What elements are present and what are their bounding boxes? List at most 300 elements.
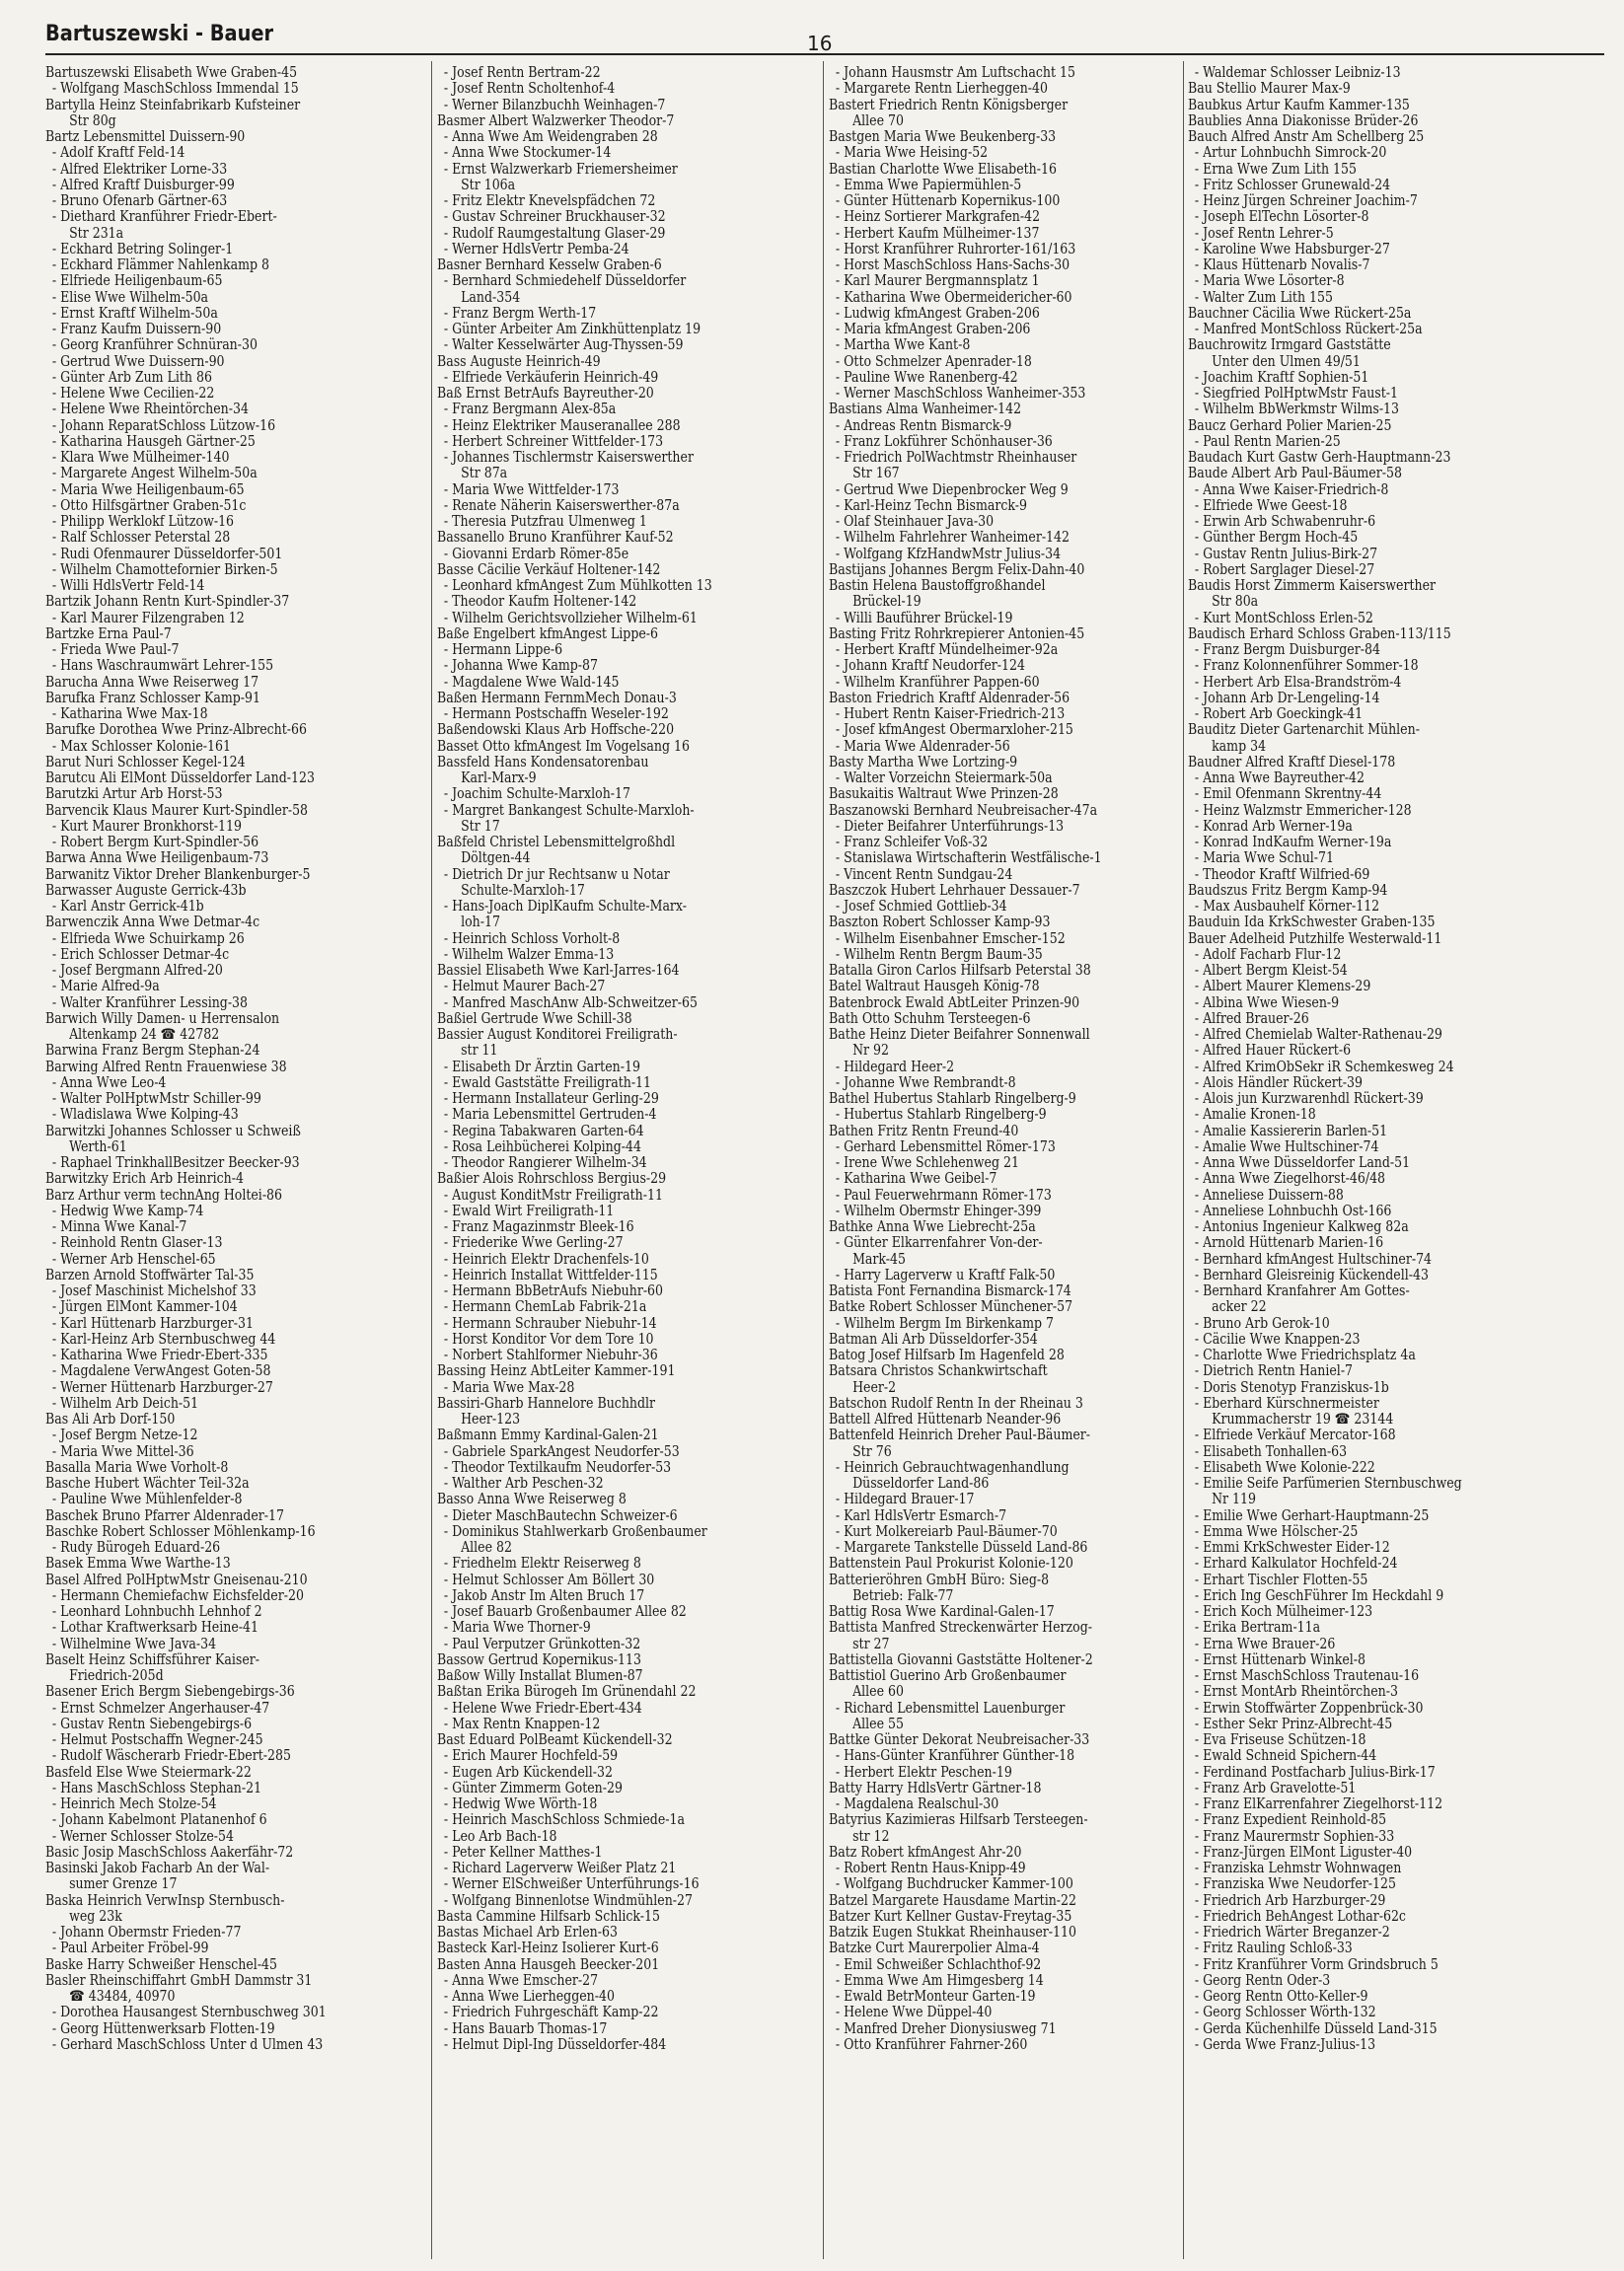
directory-entry: - Erich Schlosser Detmar-4c	[51, 945, 230, 963]
directory-entry: Batzke Curt Maurerpolier Alma-4	[829, 1940, 1040, 1957]
directory-entry: - Anna Wwe Lierheggen-40	[443, 1988, 615, 2005]
directory-entry: - Theodor Kaufm Holtener-142	[443, 593, 637, 611]
directory-entry: - Gerhard Lebensmittel Römer-173	[835, 1137, 1056, 1155]
directory-entry: Batman Ali Arb Düsseldorfer-354	[829, 1330, 1038, 1348]
directory-entry: - Otto Kranführer Fahrner-260	[835, 2035, 1028, 2053]
directory-entry: - Giovanni Erdarb Römer-85e	[443, 545, 629, 562]
directory-entry: Basta Cammine Hilfsarb Schlick-15	[437, 1907, 660, 1925]
directory-entry: - Peter Kellner Matthes-1	[443, 1843, 603, 1861]
directory-entry: Baubkus Artur Kaufm Kammer-135	[1188, 96, 1410, 113]
directory-entry: - Karl-Heinz Techn Bismarck-9	[835, 496, 1028, 514]
directory-entry: - Max Schlosser Kolonie-161	[51, 737, 231, 755]
directory-entry: - Wilhelm Walzer Emma-13	[443, 945, 615, 963]
directory-entry: Bastin Helena Baustoffgroßhandel	[829, 577, 1046, 594]
directory-entry: - Heinrich Elektr Drachenfels-10	[443, 1250, 649, 1268]
directory-entry: Baßfeld Christel Lebensmittelgroßhdl	[437, 834, 676, 850]
directory-entry: Basukaitis Waltraut Wwe Prinzen-28	[829, 785, 1059, 803]
directory-entry: - Antonius Ingenieur Kalkweg 82a	[1194, 1218, 1409, 1235]
column-1	[45, 65, 440, 2259]
directory-entry: Bath Otto Schuhm Tersteegen-6	[829, 1009, 1031, 1027]
directory-entry: Barutzki Artur Arb Horst-53	[45, 785, 223, 803]
directory-entry: - Anna Wwe Düsseldorfer Land-51	[1194, 1154, 1411, 1171]
directory-entry: - Franz Arb Gravelotte-51	[1194, 1779, 1357, 1796]
directory-entry: - Erhard Kalkulator Hochfeld-24	[1194, 1555, 1398, 1573]
directory-entry: - Helmut Postschaffn Wegner-245	[51, 1731, 263, 1748]
directory-entry: - Maria Wwe Heising-52	[835, 144, 989, 162]
column-4	[1188, 65, 1583, 2259]
directory-entry: - Franz Bergmann Alex-85a	[443, 401, 617, 418]
directory-entry: Basset Otto kfmAngest Im Vogelsang 16	[437, 737, 690, 755]
directory-entry: - Arnold Hüttenarb Marien-16	[1194, 1234, 1384, 1252]
directory-entry: Baßow Willy Installat Blumen-87	[437, 1667, 643, 1684]
directory-entry: - Gabriele SparkAngest Neudorfer-53	[443, 1442, 680, 1460]
directory-entry: Basten Anna Hausgeh Beecker-201	[437, 1955, 660, 1973]
directory-entry: - Kurt MontSchloss Erlen-52	[1194, 609, 1373, 626]
directory-entry: - Karl-Heinz Arb Sternbuschweg 44	[51, 1330, 276, 1348]
directory-entry: Barz Arthur verm technAng Holtei-86	[45, 1186, 283, 1204]
directory-entry: - Maria Wwe Aldenrader-56	[835, 737, 1010, 755]
directory-entry: - Gustav Rentn Julius-Birk-27	[1194, 545, 1378, 562]
directory-entry: - Theodor Textilkaufm Neudorfer-53	[443, 1458, 672, 1476]
directory-entry: - Johanne Wwe Rembrandt-8	[835, 1073, 1016, 1091]
directory-entry: - Günther Bergm Hoch-45	[1194, 529, 1359, 547]
column-divider	[823, 61, 824, 2259]
directory-entry: - Heinz Sortierer Markgrafen-42	[835, 208, 1041, 226]
directory-entry: loh-17	[461, 914, 500, 931]
directory-entry: - Hermann Installateur Gerling-29	[443, 1090, 659, 1107]
directory-entry: - Heinz Elektriker Mauseranallee 288	[443, 416, 681, 434]
directory-entry: - Alfred KrimObSekr iR Schemkesweg 24	[1194, 1058, 1454, 1075]
directory-entry: Bartzke Erna Paul-7	[45, 624, 172, 642]
directory-entry: Baska Heinrich VerwInsp Sternbusch-	[45, 1891, 285, 1909]
directory-entry: - Maria kfmAngest Graben-206	[835, 321, 1031, 337]
directory-entry: Bathen Fritz Rentn Freund-40	[829, 1122, 1019, 1139]
directory-entry: - Franz Bergm Werth-17	[443, 304, 597, 322]
directory-entry: - Emilie Seife Parfümerien Sternbuschweg	[1194, 1475, 1462, 1492]
directory-entry: - Bernhard Schmiedehelf Düsseldorfer	[443, 272, 687, 290]
directory-entry: - Margarete Tankstelle Düsseld Land-86	[835, 1539, 1088, 1556]
directory-entry: - Maria Wwe Mittel-36	[51, 1442, 194, 1460]
directory-entry: Düsseldorfer Land-86	[852, 1475, 990, 1492]
directory-entry: Barucha Anna Wwe Reiserweg 17	[45, 673, 259, 691]
directory-entry: Land-354	[461, 288, 521, 306]
directory-entry: - Franz Maurermstr Sophien-33	[1194, 1827, 1395, 1845]
directory-entry: - Joseph ElTechn Lösorter-8	[1194, 208, 1369, 226]
directory-entry: - Margarete Angest Wilhelm-50a	[51, 465, 258, 482]
directory-entry: - Anneliese Lohnbuchh Ost-166	[1194, 1202, 1392, 1219]
directory-entry: Barwanitz Viktor Dreher Blankenburger-5	[45, 865, 311, 883]
directory-entry: - Elfrieda Wwe Schuirkamp 26	[51, 929, 245, 947]
directory-entry: - Wilhelm Arb Deich-51	[51, 1394, 199, 1412]
header-rule	[45, 53, 1604, 55]
directory-entry: - Erika Bertram-11a	[1194, 1619, 1321, 1637]
directory-entry: Bastas Michael Arb Erlen-63	[437, 1924, 618, 1941]
directory-entry: Baublies Anna Diakonisse Brüder-26	[1188, 111, 1419, 129]
directory-entry: - Friedrich Fuhrgeschäft Kamp-22	[443, 2004, 659, 2021]
directory-entry: - Georg Kranführer Schnüran-30	[51, 336, 258, 354]
directory-entry: Str 87a	[461, 465, 508, 482]
directory-entry: Bau Stellio Maurer Max-9	[1188, 80, 1351, 98]
directory-entry: str 12	[852, 1827, 890, 1845]
directory-entry: - Franz-Jürgen ElMont Liguster-40	[1194, 1843, 1413, 1861]
directory-entry: - Margarete Rentn Lierheggen-40	[835, 80, 1049, 98]
directory-entry: Baszton Robert Schlosser Kamp-93	[829, 914, 1051, 931]
directory-entry: - Friedhelm Elektr Reiserweg 8	[443, 1555, 641, 1573]
directory-entry: - Waldemar Schlosser Leibniz-13	[1194, 65, 1401, 81]
directory-entry: - Martha Wwe Kant-8	[835, 336, 971, 354]
directory-entry: Bauer Adelheid Putzhilfe Westerwald-11	[1188, 929, 1442, 947]
directory-entry: Unter den Ulmen 49/51	[1212, 352, 1361, 370]
directory-entry: - Ralf Schlosser Peterstal 28	[51, 529, 231, 547]
directory-entry: Baßmann Emmy Kardinal-Galen-21	[437, 1427, 659, 1444]
directory-entry: - Herbert Kaufm Mülheimer-137	[835, 224, 1040, 242]
directory-entry: - Manfred Dreher Dionysiusweg 71	[835, 2019, 1057, 2037]
directory-entry: Battke Günter Dekorat Neubreisacher-33	[829, 1731, 1090, 1748]
directory-entry: - Josef Bauarb Großenbaumer Allee 82	[443, 1603, 687, 1620]
directory-entry: - Hermann BbBetrAufs Niebuhr-60	[443, 1282, 664, 1299]
directory-entry: Schulte-Marxloh-17	[461, 881, 585, 899]
directory-entry: - Erna Wwe Brauer-26	[1194, 1635, 1336, 1652]
directory-entry: Werth-61	[69, 1137, 127, 1155]
column-2	[437, 65, 832, 2259]
directory-entry: - Dominikus Stahlwerkarb Großenbaumer	[443, 1522, 707, 1540]
directory-entry: - Minna Wwe Kanal-7	[51, 1218, 187, 1235]
directory-entry: Bassiri-Gharb Hannelore Buchhdlr	[437, 1394, 656, 1412]
directory-entry: - Josef kfmAngest Obermarxloher-215	[835, 721, 1073, 739]
directory-entry: - Josef Schmied Gottlieb-34	[835, 898, 1007, 915]
directory-entry: - Fritz Schlosser Grunewald-24	[1194, 176, 1391, 193]
directory-entry: - Maria Wwe Max-28	[443, 1378, 575, 1396]
directory-entry: - Theresia Putzfrau Ulmenweg 1	[443, 513, 647, 530]
directory-entry: - Hermann Postschaffn Weseler-192	[443, 705, 669, 722]
directory-entry: Bathel Hubertus Stahlarb Ringelberg-9	[829, 1090, 1076, 1107]
directory-entry: - Wilhelm Chamottefornier Birken-5	[51, 560, 278, 578]
directory-entry: Basler Rheinschiffahrt GmbH Dammstr 31	[45, 1971, 313, 1989]
directory-entry: - Ewald Wirt Freiligrath-11	[443, 1202, 615, 1219]
directory-entry: Baske Harry Schweißer Henschel-45	[45, 1955, 278, 1973]
directory-entry: - Jakob Anstr Im Alten Bruch 17	[443, 1586, 645, 1604]
directory-entry: - Ernst Walzwerkarb Friemersheimer	[443, 160, 678, 178]
directory-entry: Battell Alfred Hüttenarb Neander-96	[829, 1411, 1062, 1428]
directory-entry: - Walter Zum Lith 155	[1194, 288, 1333, 306]
directory-entry: - Katharina Wwe Geibel-7	[835, 1170, 997, 1188]
directory-entry: Battenfeld Heinrich Dreher Paul-Bäumer-	[829, 1427, 1091, 1444]
directory-entry: - Albert Bergm Kleist-54	[1194, 962, 1348, 979]
directory-entry: Bassing Heinz AbtLeiter Kammer-191	[437, 1362, 676, 1380]
directory-entry: - Georg Rentn Otto-Keller-9	[1194, 1988, 1368, 2005]
directory-entry: - Hermann ChemLab Fabrik-21a	[443, 1298, 647, 1316]
directory-entry: Batzer Kurt Kellner Gustav-Freytag-35	[829, 1907, 1072, 1925]
directory-entry: - Franz Magazinmstr Bleek-16	[443, 1218, 634, 1235]
directory-entry: Basalla Maria Wwe Vorholt-8	[45, 1458, 229, 1476]
directory-entry: - Cäcilie Wwe Knappen-23	[1194, 1330, 1361, 1348]
directory-entry: - Katharina Wwe Friedr-Ebert-335	[51, 1347, 268, 1363]
directory-entry: - Georg Rentn Oder-3	[1194, 1971, 1331, 1989]
directory-entry: Bauduin Ida KrkSchwester Graben-135	[1188, 914, 1436, 931]
directory-entry: - Ewald Gaststätte Freiligrath-11	[443, 1073, 652, 1091]
directory-entry: - Ernst Kraftf Wilhelm-50a	[51, 304, 218, 322]
directory-entry: - Max Rentn Knappen-12	[443, 1715, 601, 1732]
directory-entry: - Franz Kolonnenführer Sommer-18	[1194, 657, 1419, 675]
directory-entry: Barwenczik Anna Wwe Detmar-4c	[45, 914, 260, 931]
directory-entry: - Fritz Kranführer Vorm Grindsbruch 5	[1194, 1955, 1439, 1973]
directory-entry: Bauchner Cäcilia Wwe Rückert-25a	[1188, 304, 1412, 322]
directory-entry: kamp 34	[1212, 737, 1267, 755]
directory-entry: - Paul Verputzer Grünkotten-32	[443, 1635, 641, 1652]
directory-entry: - Paul Feuerwehrmann Römer-173	[835, 1186, 1052, 1204]
directory-entry: - Walter Kranführer Lessing-38	[51, 993, 249, 1011]
directory-entry: Barwasser Auguste Gerrick-43b	[45, 881, 247, 899]
directory-entry: - Otto Hilfsgärtner Graben-51c	[51, 496, 247, 514]
directory-entry: - Heinz Jürgen Schreiner Joachim-7	[1194, 192, 1418, 209]
directory-entry: - Wilhelmine Wwe Java-34	[51, 1635, 217, 1652]
directory-entry: - Elisabeth Wwe Kolonie-222	[1194, 1458, 1375, 1476]
directory-entry: - Joachim Schulte-Marxloh-17	[443, 785, 630, 803]
directory-entry: Str 231a	[69, 224, 124, 242]
directory-entry: - Josef Rentn Scholtenhof-4	[443, 80, 616, 98]
directory-entry: - Maria Wwe Wittfelder-173	[443, 480, 620, 498]
column-divider	[431, 61, 432, 2259]
directory-entry: - Wilhelm Kranführer Pappen-60	[835, 673, 1040, 691]
directory-entry: - Kurt Molkereiarb Paul-Bäumer-70	[835, 1522, 1058, 1540]
directory-entry: Basel Alfred PolHptwMstr Gneisenau-210	[45, 1571, 308, 1588]
directory-entry: - Johann Kraftf Neudorfer-124	[835, 657, 1025, 675]
directory-entry: Bauch Alfred Anstr Am Schellberg 25	[1188, 128, 1425, 145]
directory-entry: - Friedrich Wärter Breganzer-2	[1194, 1924, 1390, 1941]
directory-entry: - Karl HdlsVertr Esmarch-7	[835, 1506, 1007, 1524]
directory-entry: Bassfeld Hans Kondensatorenbau	[437, 753, 649, 770]
directory-entry: Bassier August Konditorei Freiligrath-	[437, 1026, 678, 1043]
directory-entry: Karl-Marx-9	[461, 769, 537, 786]
directory-entry: Baschke Robert Schlosser Möhlenkamp-16	[45, 1522, 316, 1540]
directory-entry: - Maria Wwe Schul-71	[1194, 849, 1335, 867]
directory-entry: - Josef Bergm Netze-12	[51, 1427, 198, 1444]
directory-entry: - Emil Ofenmann Skrentny-44	[1194, 785, 1382, 803]
directory-entry: weg 23k	[69, 1907, 122, 1925]
directory-entry: - Fritz Rauling Schloß-33	[1194, 1940, 1353, 1957]
directory-entry: - Helmut Dipl-Ing Düsseldorfer-484	[443, 2035, 667, 2053]
directory-entry: - Hans Waschraumwärt Lehrer-155	[51, 657, 274, 675]
directory-entry: - Max Ausbauhelf Körner-112	[1194, 898, 1380, 915]
directory-entry: - Franz ElKarrenfahrer Ziegelhorst-112	[1194, 1795, 1443, 1812]
directory-entry: Batty Harry HdlsVertr Gärtner-18	[829, 1779, 1042, 1796]
directory-entry: - Werner HdlsVertr Pemba-24	[443, 240, 629, 257]
directory-entry: - Johann ReparatSchloss Lützow-16	[51, 416, 276, 434]
directory-entry: - Erhart Tischler Flotten-55	[1194, 1571, 1368, 1588]
directory-entry: Baudisch Erhard Schloss Graben-113/115	[1188, 624, 1451, 642]
directory-entry: - Magdalena Realschul-30	[835, 1795, 999, 1812]
directory-entry: - Günter Arbeiter Am Zinkhüttenplatz 19	[443, 321, 701, 337]
directory-entry: - Walther Arb Peschen-32	[443, 1475, 604, 1492]
directory-entry: - Pauline Wwe Ranenberg-42	[835, 368, 1018, 386]
directory-entry: Barutcu Ali ElMont Düsseldorfer Land-123	[45, 769, 315, 786]
directory-entry: Bastians Alma Wanheimer-142	[829, 401, 1022, 418]
directory-entry: Basek Emma Wwe Warthe-13	[45, 1555, 231, 1573]
directory-entry: Str 17	[461, 817, 500, 835]
directory-entry: - Amalie Kronen-18	[1194, 1106, 1316, 1124]
directory-entry: Basting Fritz Rohrkrepierer Antonien-45	[829, 624, 1085, 642]
directory-entry: - Helene Wwe Rheintörchen-34	[51, 401, 249, 418]
directory-entry: - Günter Elkarrenfahrer Von-der-	[835, 1234, 1043, 1252]
directory-entry: - Franziska Lehmstr Wohnwagen	[1194, 1860, 1402, 1876]
directory-entry: - Maria Lebensmittel Gertruden-4	[443, 1106, 657, 1124]
directory-entry: - Horst Konditor Vor dem Tore 10	[443, 1330, 654, 1348]
directory-entry: - Dorothea Hausangest Sternbuschweg 301	[51, 2004, 327, 2021]
directory-entry: - Fritz Elektr Knevelspfädchen 72	[443, 192, 656, 209]
directory-entry: Basmer Albert Walzwerker Theodor-7	[437, 111, 675, 129]
directory-entry: - Magdalene VerwAngest Goten-58	[51, 1362, 271, 1380]
directory-entry: Basener Erich Bergm Siebengebirgs-36	[45, 1683, 295, 1701]
directory-entry: Baßen Hermann FernmMech Donau-3	[437, 689, 677, 706]
directory-entry: - Emma Wwe Papiermühlen-5	[835, 176, 1022, 193]
directory-entry: - Friedrich PolWachtmstr Rheinhauser	[835, 449, 1077, 466]
directory-entry: Nr 92	[852, 1042, 890, 1060]
directory-entry: Batke Robert Schlosser Münchener-57	[829, 1298, 1073, 1316]
directory-entry: - Wilhelm Fahrlehrer Wanheimer-142	[835, 529, 1070, 547]
directory-entry: Basse Cäcilie Verkäuf Holtener-142	[437, 560, 661, 578]
directory-entry: - Günter Arb Zum Lith 86	[51, 368, 212, 386]
directory-entry: - Wilhelm Gerichtsvollzieher Wilhelm-61	[443, 609, 698, 626]
directory-entry: Str 80a	[1212, 593, 1259, 611]
directory-entry: - Hermann Schrauber Niebuhr-14	[443, 1314, 657, 1332]
directory-entry: Batsara Christos Schankwirtschaft	[829, 1362, 1048, 1380]
directory-entry: - Eckhard Flämmer Nahlenkamp 8	[51, 256, 269, 273]
directory-entry: - Wilhelm Eisenbahner Emscher-152	[835, 929, 1066, 947]
directory-entry: - Alfred Hauer Rückert-6	[1194, 1042, 1352, 1060]
directory-entry: - Erwin Stoffwärter Zoppenbrück-30	[1194, 1699, 1424, 1717]
directory-entry: - Rudolf Wäscherarb Friedr-Ebert-285	[51, 1747, 291, 1765]
directory-entry: - Willi HdlsVertr Feld-14	[51, 577, 205, 594]
directory-entry: - Richard Lebensmittel Lauenburger	[835, 1699, 1066, 1717]
directory-entry: - Johann Kabelmont Platanenhof 6	[51, 1811, 267, 1829]
directory-entry: Barwing Alfred Rentn Frauenwiese 38	[45, 1058, 287, 1075]
directory-entry: - Helene Wwe Düppel-40	[835, 2004, 993, 2021]
directory-entry: Allee 55	[852, 1715, 904, 1732]
directory-entry: Batz Robert kfmAngest Ahr-20	[829, 1843, 1022, 1861]
directory-entry: - Horst MaschSchloss Hans-Sachs-30	[835, 256, 1070, 273]
directory-entry: - Robert Arb Goeckingk-41	[1194, 705, 1364, 722]
directory-entry: - Olaf Steinhauer Java-30	[835, 513, 995, 530]
directory-entry: - Raphael TrinkhallBesitzer Beecker-93	[51, 1154, 300, 1171]
directory-entry: - Karl Anstr Gerrick-41b	[51, 898, 204, 915]
directory-entry: - Bernhard kfmAngest Hultschiner-74	[1194, 1250, 1433, 1268]
directory-entry: Batenbrock Ewald AbtLeiter Prinzen-90	[829, 993, 1080, 1011]
page-number: 16	[807, 32, 833, 55]
directory-entry: - Margret Bankangest Schulte-Marxloh-	[443, 801, 695, 819]
directory-entry: - Alois jun Kurzwarenhdl Rückert-39	[1194, 1090, 1424, 1107]
directory-entry: - Anna Wwe Am Weidengraben 28	[443, 128, 658, 145]
directory-entry: - Dietrich Rentn Haniel-7	[1194, 1362, 1354, 1380]
directory-entry: - Johannes Tischlermstr Kaiserswerther	[443, 449, 694, 466]
directory-entry: Bastian Charlotte Wwe Elisabeth-16	[829, 160, 1057, 178]
directory-entry: - Eugen Arb Kückendell-32	[443, 1763, 614, 1781]
directory-entry: - Alfred Elektriker Lorne-33	[51, 160, 228, 178]
directory-entry: - Philipp Werklokf Lützow-16	[51, 513, 235, 530]
running-head: Bartuszewski - Bauer	[45, 22, 274, 46]
directory-entry: - Gerda Wwe Franz-Julius-13	[1194, 2035, 1376, 2053]
directory-entry: Baudis Horst Zimmerm Kaiserswerther	[1188, 577, 1437, 594]
directory-entry: - Helene Wwe Friedr-Ebert-434	[443, 1699, 642, 1717]
directory-entry: - Wolfgang MaschSchloss Immendal 15	[51, 80, 299, 98]
directory-entry: - Renate Näherin Kaiserswerther-87a	[443, 496, 680, 514]
directory-entry: Baße Engelbert kfmAngest Lippe-6	[437, 624, 659, 642]
directory-entry: - Richard Lagerverw Weißer Platz 21	[443, 1860, 677, 1876]
directory-entry: - Werner ElSchweißer Unterführungs-16	[443, 1875, 700, 1893]
directory-entry: - Otto Schmelzer Apenrader-18	[835, 352, 1032, 370]
directory-entry: - Heinrich Schloss Vorholt-8	[443, 929, 621, 947]
directory-entry: - Gertrud Wwe Duissern-90	[51, 352, 225, 370]
directory-entry: - Regina Tabakwaren Garten-64	[443, 1122, 644, 1139]
directory-entry: - Erich Maurer Hochfeld-59	[443, 1747, 619, 1765]
directory-entry: - Friederike Wwe Gerling-27	[443, 1234, 624, 1252]
directory-entry: - Adolf Facharb Flur-12	[1194, 945, 1342, 963]
directory-entry: Bastijans Johannes Bergm Felix-Dahn-40	[829, 560, 1085, 578]
directory-entry: Batzel Margarete Hausdame Martin-22	[829, 1891, 1077, 1909]
directory-entry: Mark-45	[852, 1250, 907, 1268]
directory-entry: Battista Manfred Streckenwärter Herzog-	[829, 1619, 1092, 1637]
directory-entry: - Amalie Wwe Hultschiner-74	[1194, 1137, 1379, 1155]
directory-entry: - Wolfgang KfzHandwMstr Julius-34	[835, 545, 1062, 562]
directory-entry: Basty Martha Wwe Lortzing-9	[829, 753, 1018, 770]
directory-entry: - Johann Arb Dr-Lengeling-14	[1194, 689, 1380, 706]
directory-entry: - Herbert Arb Elsa-Brandström-4	[1194, 673, 1402, 691]
directory-entry: - Anna Wwe Stockumer-14	[443, 144, 612, 162]
directory-entry: Batalla Giron Carlos Hilfsarb Peterstal 38	[829, 962, 1091, 979]
directory-entry: - Jürgen ElMont Kammer-104	[51, 1298, 238, 1316]
directory-entry: - Helmut Maurer Bach-27	[443, 978, 606, 995]
directory-entry: - Robert Rentn Haus-Knipp-49	[835, 1860, 1026, 1876]
directory-entry: Barufke Dorothea Wwe Prinz-Albrecht-66	[45, 721, 308, 739]
directory-entry: - Charlotte Wwe Friedrichsplatz 4a	[1194, 1347, 1416, 1363]
directory-entry: Batschon Rudolf Rentn In der Rheinau 3	[829, 1394, 1083, 1412]
directory-entry: - Heinrich Installat Wittfelder-115	[443, 1266, 658, 1283]
directory-entry: Baszczok Hubert Lehrhauer Dessauer-7	[829, 881, 1080, 899]
directory-entry: - Walter PolHptwMstr Schiller-99	[51, 1090, 261, 1107]
directory-entry: - Marie Alfred-9a	[51, 978, 160, 995]
directory-entry: Str 80g	[69, 111, 116, 129]
directory-entry: - Anna Wwe Emscher-27	[443, 1971, 599, 1989]
directory-entry: - Emilie Wwe Gerhart-Hauptmann-25	[1194, 1506, 1430, 1524]
directory-entry: - Gustav Rentn Siebengebirgs-6	[51, 1715, 253, 1732]
directory-entry: - Herbert Elektr Peschen-19	[835, 1763, 1012, 1781]
directory-entry: - Emma Wwe Am Himgesberg 14	[835, 1971, 1044, 1989]
directory-entry: - Gertrud Wwe Diepenbrocker Weg 9	[835, 480, 1069, 498]
directory-entry: - Karoline Wwe Habsburger-27	[1194, 240, 1390, 257]
column-divider	[1183, 61, 1184, 2259]
column-3	[829, 65, 1223, 2259]
directory-entry: Döltgen-44	[461, 849, 531, 867]
directory-entry: Allee 60	[852, 1683, 904, 1701]
directory-entry: - Alfred Chemielab Walter-Rathenau-29	[1194, 1026, 1442, 1043]
directory-entry: Battenstein Paul Prokurist Kolonie-120	[829, 1555, 1073, 1573]
directory-entry: Baudner Alfred Kraftf Diesel-178	[1188, 753, 1396, 770]
directory-entry: - Theodor Kraftf Wilfried-69	[1194, 865, 1370, 883]
directory-entry: - Andreas Rentn Bismarck-9	[835, 416, 1012, 434]
directory-entry: - Elfriede Heiligenbaum-65	[51, 272, 223, 290]
directory-entry: - Elfriede Wwe Geest-18	[1194, 496, 1348, 514]
directory-entry: Baucz Gerhard Polier Marien-25	[1188, 416, 1392, 434]
directory-entry: - Siegfried PolHptwMstr Faust-1	[1194, 385, 1399, 402]
directory-entry: Heer-2	[852, 1378, 897, 1396]
directory-entry: - Hubert Rentn Kaiser-Friedrich-213	[835, 705, 1066, 722]
directory-entry: Batterieröhren GmbH Büro: Sieg-8	[829, 1571, 1050, 1588]
directory-entry: - Heinz Walzmstr Emmericher-128	[1194, 801, 1412, 819]
directory-entry: ☎ 43484, 40970	[69, 1988, 176, 2005]
directory-entry: Baszanowski Bernhard Neubreisacher-47a	[829, 801, 1098, 819]
directory-entry: str 27	[852, 1635, 890, 1652]
directory-entry: - Katharina Hausgeh Gärtner-25	[51, 432, 256, 450]
directory-entry: - Eva Friseuse Schützen-18	[1194, 1731, 1366, 1748]
